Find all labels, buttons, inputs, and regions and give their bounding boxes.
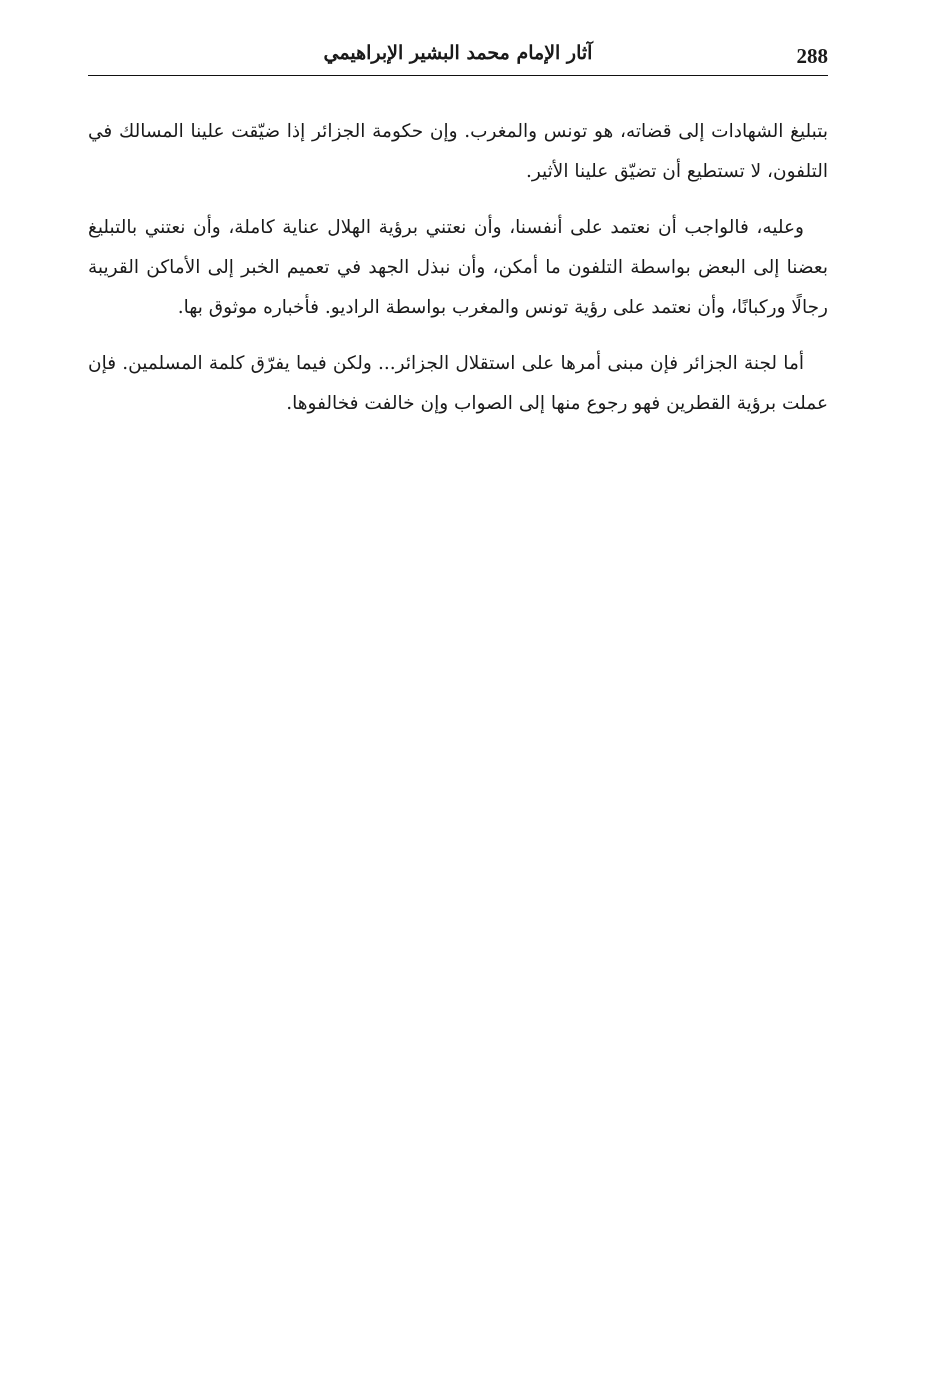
body-text [88, 112, 828, 440]
paragraph-3: أما لجنة الجزائر فإن مبنى أمرها على استقلال الجزائر... ولكن فيما يفرّق كلمة المسلمين. فإن عملت برؤية القطرين فهو رجوع منها إلى الصواب وإن خالفت فخالفوها. [88, 353, 828, 414]
header-rule [88, 75, 828, 76]
paragraph-1: بتبليغ الشهادات إلى قضاته، هو تونس والمغرب. وإن حكومة الجزائر إذا ضيّقت علينا المسالك في التلفون، لا تستطيع أن تضيّق علينا الأثير. [88, 121, 828, 182]
running-head [88, 36, 828, 76]
paragraph-2: وعليه، فالواجب أن نعتمد على أنفسنا، وأن نعتني برؤية الهلال عناية كاملة، وأن نعتني بالتبليغ بعضنا إلى البعض بواسطة التلفون ما أمكن، وأن نبذل الجهد في تعميم الخبر إلى الأماكن القريبة رجالًا وركبانًا، وأن نعتمد على رؤية تونس والمغرب بواسطة الراديو. فأخباره موثوق بها. [88, 217, 828, 318]
page-number: 288 [796, 44, 828, 68]
book-title: آثار الإمام محمد البشير الإبراهيمي [323, 42, 593, 64]
